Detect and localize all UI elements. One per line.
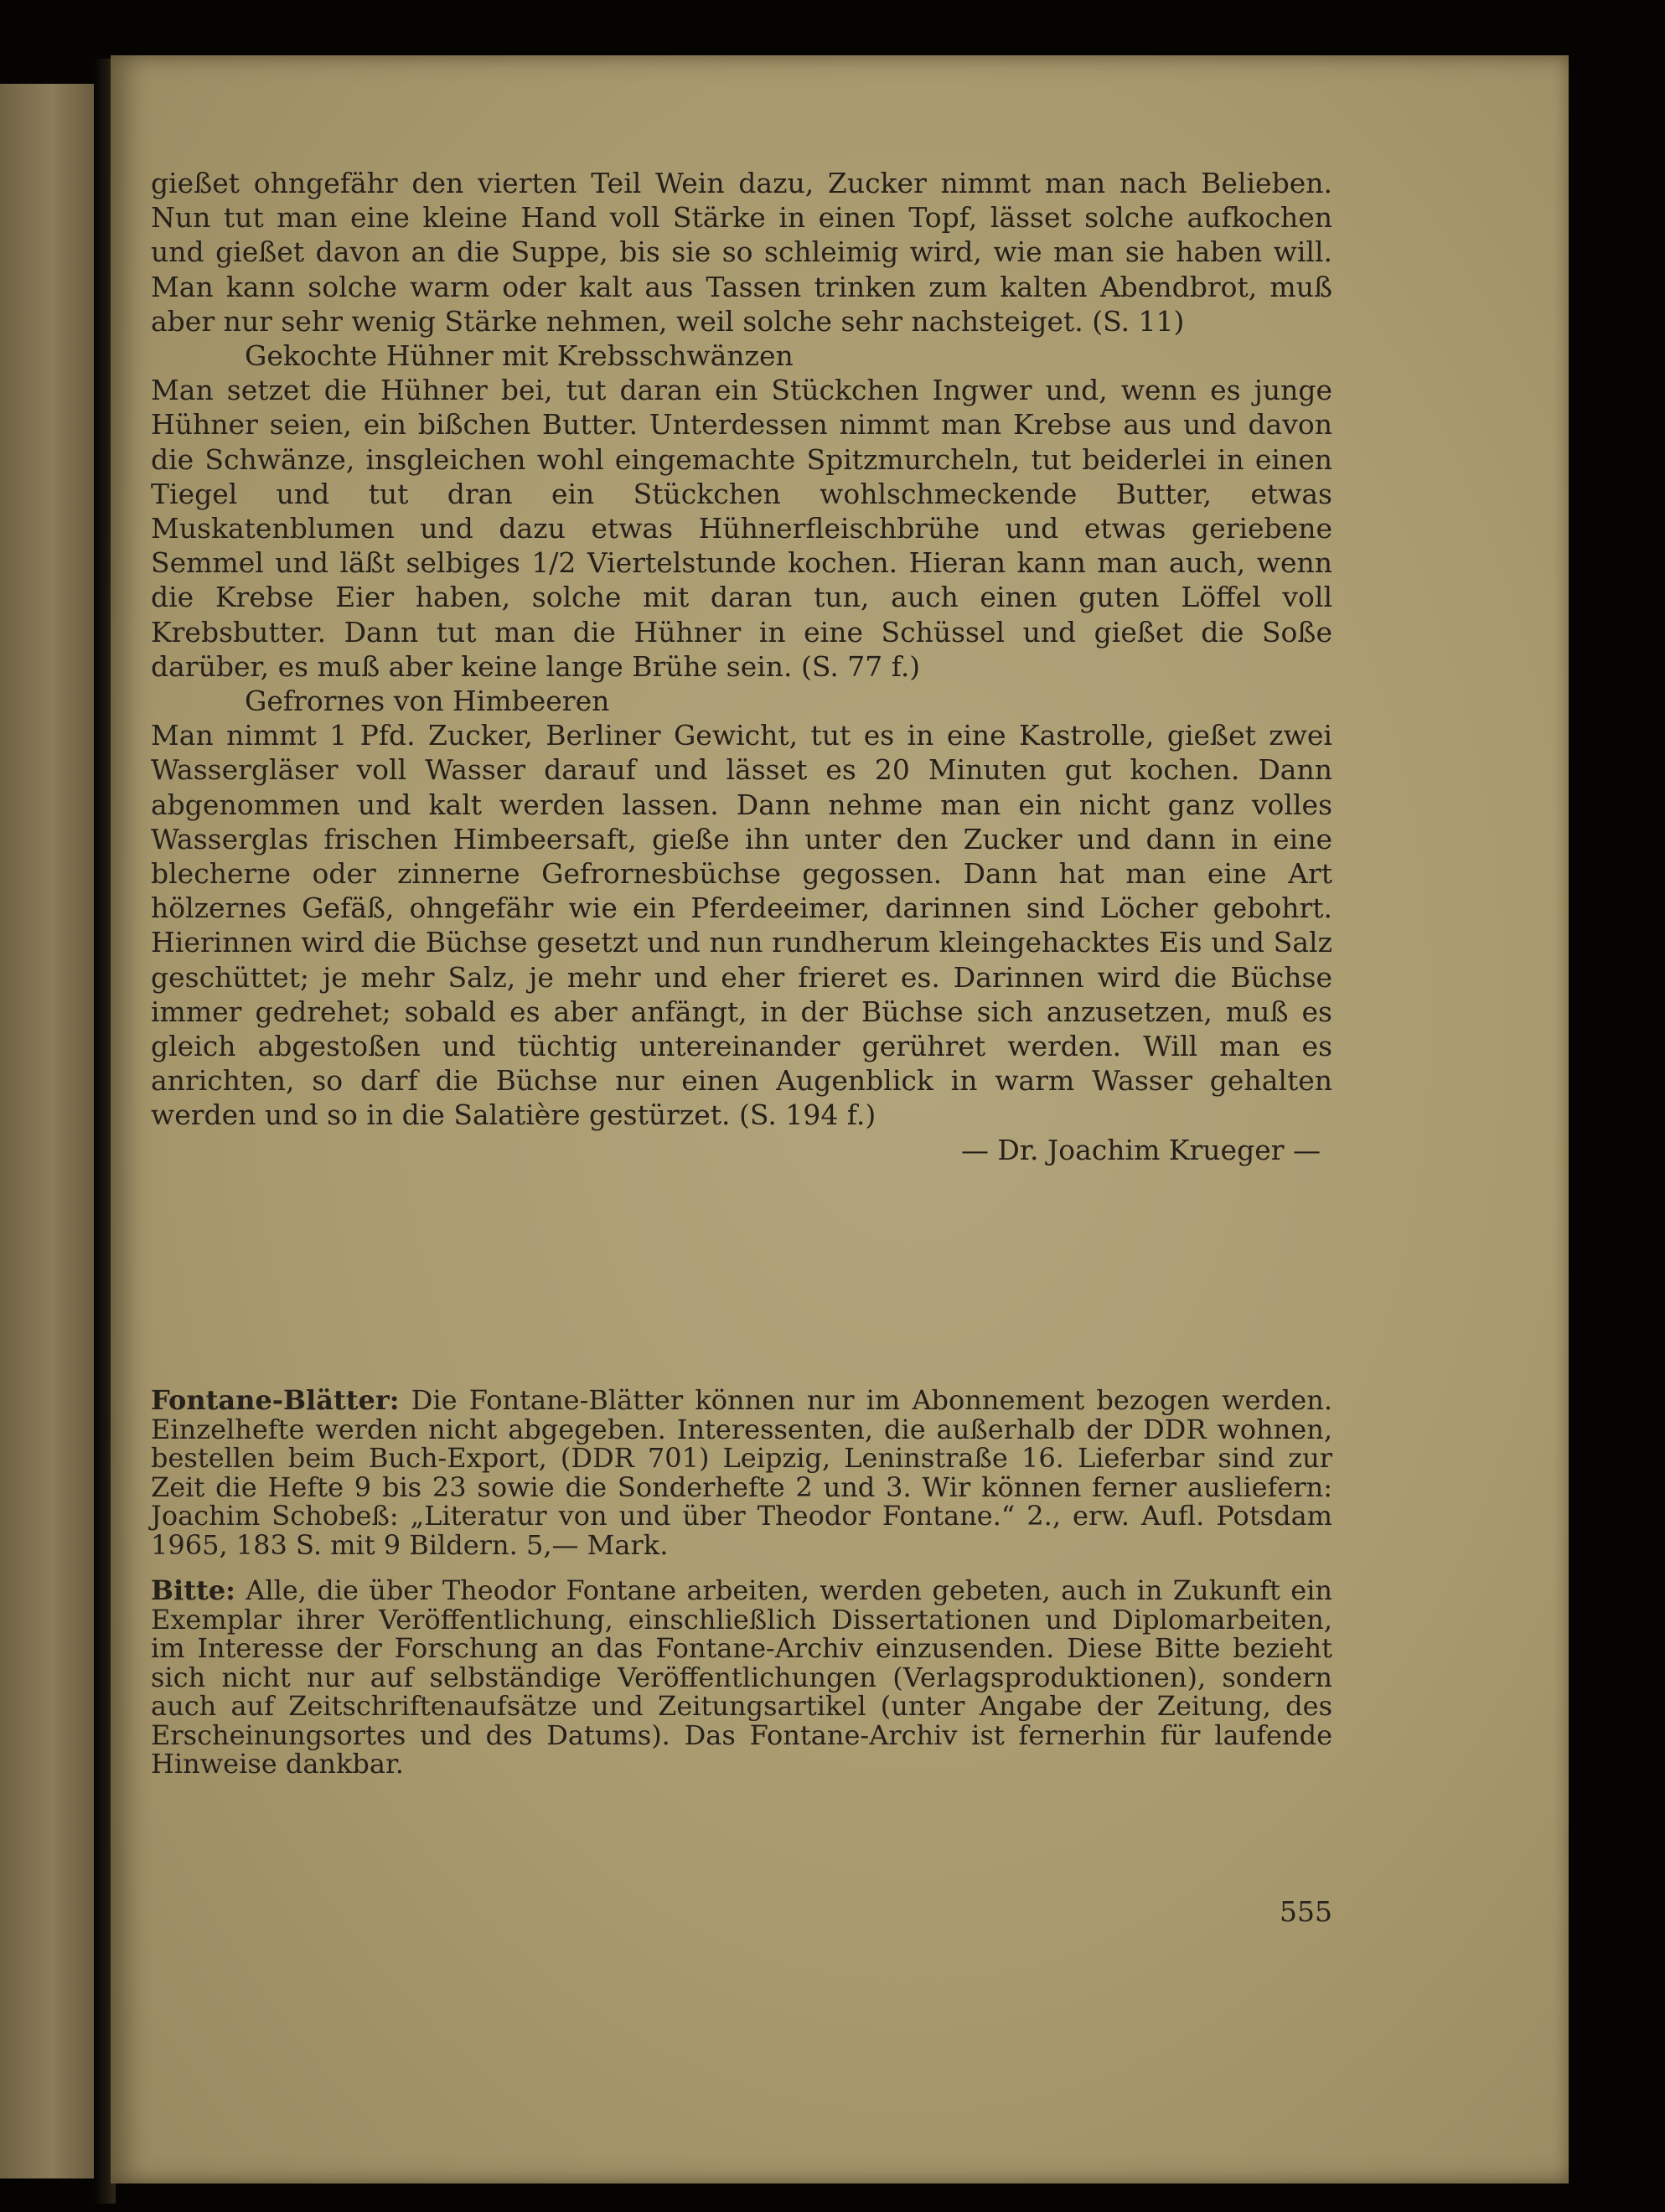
recipe-title-raspberry-ice: Gefrornes von Himbeeren <box>245 685 610 718</box>
notice-bitte <box>151 1576 1332 1779</box>
article-body <box>151 166 1332 1167</box>
page-number: 555 <box>1280 1895 1332 1928</box>
notice-text-fontane: Die Fontane-Blätter können nur im Abonnement bezogen werden. Einzelhefte werden nicht abgegeben. Interessenten, die außerhalb der DDR wohnen, bestellen beim Buch-Export, (DDR 701) Leipzig, Leninstraße 16. Lieferbar sind zur Zeit die Hefte 9 bis 23 sowie die Sonderhefte 2 und 3. Wir können ferner ausliefern: Joachim Schobeß: „Literatur von und über Theodor Fontane.“ 2., erw. Aufl. Potsdam 1965, 183 S. mit 9 Bildern. 5,— Mark. <box>151 1384 1333 1561</box>
recipe-text-chicken: Man setzet die Hühner bei, tut daran ein Stückchen Ingwer und, wenn es junge Hühner seien, ein bißchen Butter. Unterdessen nimmt man Krebse aus und davon die Schwänze, insgleichen wohl eingemachte Spitzmurcheln, tut beiderlei in einen Tiegel und tut dran ein Stückchen wohlschmeckende Butter, etwas Muskatenblumen und dazu etwas Hühnerfleischbrühe und etwas geriebene Semmel und läßt selbiges 1/2 Viertelstunde kochen. Hieran kann man auch, wenn die Krebse Eier haben, solche mit daran tun, auch einen guten Löffel voll Krebsbutter. Dann tut man die Hühner in eine Schüssel und gießet die Soße darüber, es muß aber keine lange Brühe sein. (S. 77 f.) <box>151 374 1332 683</box>
notice-label-fontane: Fontane-Blätter: <box>151 1384 400 1416</box>
soup-recipe-ending: gießet ohngefähr den vierten Teil Wein dazu, Zucker nimmt man nach Belieben. Nun tut man eine kleine Hand voll Stärke in einen Topf, lässet solche aufkochen und gießet davon an die Suppe, bis sie so schleimig wird, wie man sie haben will. Man kann solche warm oder kalt aus Tassen trinken zum kalten Abendbrot, muß aber nur sehr wenig Stärke nehmen, weil solche sehr nachsteiget. (S. 11) <box>151 167 1332 338</box>
recipe-title-chicken: Gekochte Hühner mit Krebsschwänzen <box>245 339 794 373</box>
notices-section <box>151 1386 1332 1796</box>
notice-label-bitte: Bitte: <box>151 1574 235 1606</box>
notice-text-bitte: Alle, die über Theodor Fontane arbeiten, werden gebeten, auch in Zukunft ein Exemplar ihrer Veröffentlichung, einschließlich Dissertationen und Diplomarbeiten, im Interesse der Forschung an das Fontane-Archiv einzusenden. Diese Bitte bezieht sich nicht nur auf selbständige Veröffentlichungen (Verlagsproduktionen), sondern auch auf Zeitschriftenaufsätze und Zeitungsartikel (unter Angabe der Zeitung, des Erscheinungsortes und des Datums). Das Fontane-Archiv ist fernerhin für laufende Hinweise dankbar. <box>151 1574 1333 1780</box>
recipe-text-raspberry-ice: Man nimmt 1 Pfd. Zucker, Berliner Gewicht, tut es in eine Kastrolle, gießet zwei Wassergläser voll Wasser darauf und lässet es 20 Minuten gut kochen. Dann abgenommen und kalt werden lassen. Dann nehme man ein nicht ganz volles Wasserglas frischen Himbeersaft, gieße ihn unter den Zucker und dann in eine blecherne oder zinnerne Gefrornesbüchse gegossen. Dann hat man eine Art hölzernes Gefäß, ohngefähr wie ein Pferdeeimer, darinnen sind Löcher gebohrt. Hierinnen wird die Büchse gesetzt und nun rundherum kleingehacktes Eis und Salz geschüttet; je mehr Salz, je mehr und eher frieret es. Darinnen wird die Büchse immer gedrehet; sobald es aber anfängt, in der Büchse sich anzusetzen, muß es gleich abgestoßen und tüchtig untereinander gerühret werden. Will man es anrichten, so darf die Büchse nur einen Augenblick in warm Wasser gehalten werden und so in die Salatière gestürzet. (S. 194 f.) <box>151 719 1332 1132</box>
left-page-edge <box>0 84 94 2178</box>
notice-fontane-blaetter <box>151 1386 1332 1559</box>
author-signature: — Dr. Joachim Krueger — <box>960 1133 1321 1166</box>
